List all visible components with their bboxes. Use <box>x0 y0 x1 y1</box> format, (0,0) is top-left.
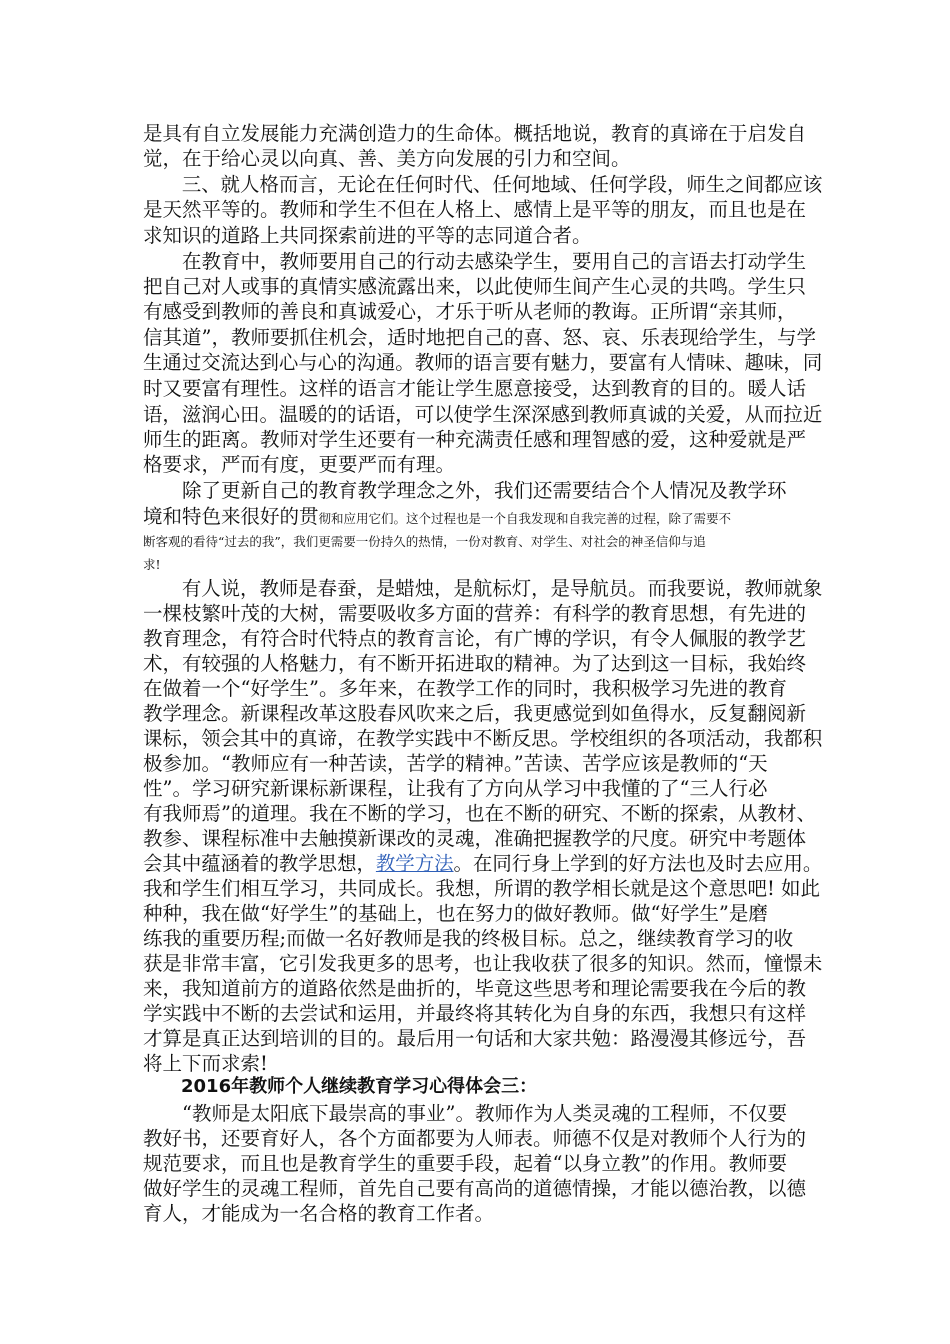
text-line: 生通过交流达到心与心的沟通。教师的语言要有魅力，要富有人情味、趣味，同 <box>143 351 823 374</box>
text-line: 有感受到教师的善良和真诚爱心，才乐于听从老师的教诲。正所谓“亲其师， <box>143 300 797 323</box>
text-line: 规范要求，而且也是教育学生的重要手段，起着“以身立教”的作用。教师要 <box>143 1152 787 1175</box>
text-line: 来，我知道前方的道路依然是曲折的，毕竟这些思考和理论需要我在今后的教 <box>143 977 807 1000</box>
text-line: 师生的距离。教师对学生还要有一种充满责任感和理智感的爱，这种爱就是严 <box>143 428 807 451</box>
text-line: 学实践中不断的去尝试和运用，并最终将其转化为自身的东西，我想只有这样 <box>143 1002 807 1025</box>
text-line: 课标，领会其中的真谛，在教学实践中不断反思。学校组织的各项活动，我都积 <box>143 727 823 750</box>
text-line: 在教育中，教师要用自己的行动去感染学生，要用自己的言语去打动学生 <box>143 250 807 273</box>
text-line: 语，滋润心田。温暖的的话语，可以使学生深深感到教师真诚的关爱，从而拉近 <box>143 403 823 426</box>
text-line: 是具有自立发展能力充满创造力的生命体。概括地说，教育的真谛在于启发自 <box>143 122 807 145</box>
mixed-line-small-text: 彻和应用它们。这个过程也是一个自我发现和自我完善的过程，除了需要不 <box>318 511 732 526</box>
teaching-method-link[interactable]: 教学方法 <box>375 852 454 875</box>
section-heading: 2016年教师个人继续教育学习心得体会三： <box>181 1076 538 1097</box>
text-line: 才算是真正达到培训的目的。最后用一句话和大家共勉：路漫漫其修远兮，吾 <box>143 1027 807 1050</box>
small-text-line: 求! <box>143 557 161 572</box>
text-line: 有我师焉”的道理。我在不断的学习，也在不断的研究、不断的探索，从教材、 <box>143 802 816 825</box>
text-line: 将上下而求索! <box>143 1052 268 1075</box>
text-line: 把自己对人或事的真情实感流露出来，以此使师生间产生心灵的共鸣。学生只 <box>143 275 807 298</box>
text-line: 是天然平等的。教师和学生不但在人格上、感情上是平等的朋友，而且也是在 <box>143 198 807 221</box>
text-line: 术，有较强的人格魅力，有不断开拓进取的精神。为了达到这一目标，我始终 <box>143 652 807 675</box>
text-line: 觉，在于给心灵以向真、善、美方向发展的引力和空间。 <box>143 147 631 170</box>
mixed-size-line <box>143 505 823 531</box>
text-line: 教育理念，有符合时代特点的教育言论，有广博的学识，有令人佩服的教学艺 <box>143 627 807 650</box>
text-line: “教师是太阳底下最崇高的事业”。教师作为人类灵魂的工程师，不仅要 <box>143 1102 787 1125</box>
mixed-line-large-text: 境和特色来很好的贯 <box>143 505 319 528</box>
text-line: 在做着一个“好学生”。多年来，在教学工作的同时，我积极学习先进的教育 <box>143 677 787 700</box>
text-line: 一棵枝繁叶茂的大树，需要吸收多方面的营养：有科学的教育思想，有先进的 <box>143 602 807 625</box>
text-line: 三、就人格而言，无论在任何时代、任何地域、任何学段，师生之间都应该 <box>143 173 823 196</box>
text-line: 时又要富有理性。这样的语言才能让学生愿意接受，达到教育的目的。暖人话 <box>143 377 807 400</box>
text-line: 信其道”，教师要抓住机会，适时地把自己的喜、怒、哀、乐表现给学生，与学 <box>143 326 816 349</box>
text-line: 有人说，教师是春蚕，是蜡烛，是航标灯，是导航员。而我要说，教师就象 <box>143 577 823 600</box>
link-line-before: 会其中蕴涵着的教学思想， <box>143 852 376 875</box>
text-line: 教参、课程标准中去触摸新课改的灵魂，准确把握教学的尺度。研究中考题体 <box>143 827 807 850</box>
text-line: 除了更新自己的教育教学理念之外，我们还需要结合个人情况及教学环 <box>143 479 787 502</box>
link-line-after: 。在同行身上学到的好方法也及时去应用。 <box>453 852 823 875</box>
text-line: 做好学生的灵魂工程师，首先自己要有高尚的道德情操，才能以德治教，以德 <box>143 1177 807 1200</box>
text-line: 我和学生们相互学习，共同成长。我想，所谓的教学相长就是这个意思吧! 如此 <box>143 877 821 900</box>
small-text-line: 断客观的看待“过去的我”，我们更需要一份持久的热情，一份对教育、对学生、对社会的神圣信仰与追 <box>143 534 706 549</box>
text-line: 求知识的道路上共同探索前进的平等的志同道合者。 <box>143 224 592 247</box>
text-line: 获是非常丰富，它引发我更多的思考，也让我收获了很多的知识。然而，憧憬未 <box>143 952 823 975</box>
text-line: 教好书，还要育好人，各个方面都要为人师表。师德不仅是对教师个人行为的 <box>143 1127 807 1150</box>
text-line: 极参加。“教师应有一种苦读，苦学的精神。”苦读、苦学应该是教师的“天 <box>143 752 768 775</box>
text-line: 格要求，严而有度，更要严而有理。 <box>143 453 456 476</box>
link-line <box>143 852 823 878</box>
text-line: 种种，我在做“好学生”的基础上，也在努力的做好教师。做“好学生”是磨 <box>143 902 768 925</box>
text-line: 性”。学习研究新课标新课程，让我有了方向从学习中我懂的了“三人行必 <box>143 777 768 800</box>
text-line: 育人，才能成为一名合格的教育工作者。 <box>143 1202 495 1225</box>
text-line: 练我的重要历程;而做一名好教师是我的终极目标。总之，继续教育学习的收 <box>143 927 794 950</box>
text-line: 教学理念。新课程改革这股春风吹来之后，我更感觉到如鱼得水，反复翻阅新 <box>143 702 807 725</box>
